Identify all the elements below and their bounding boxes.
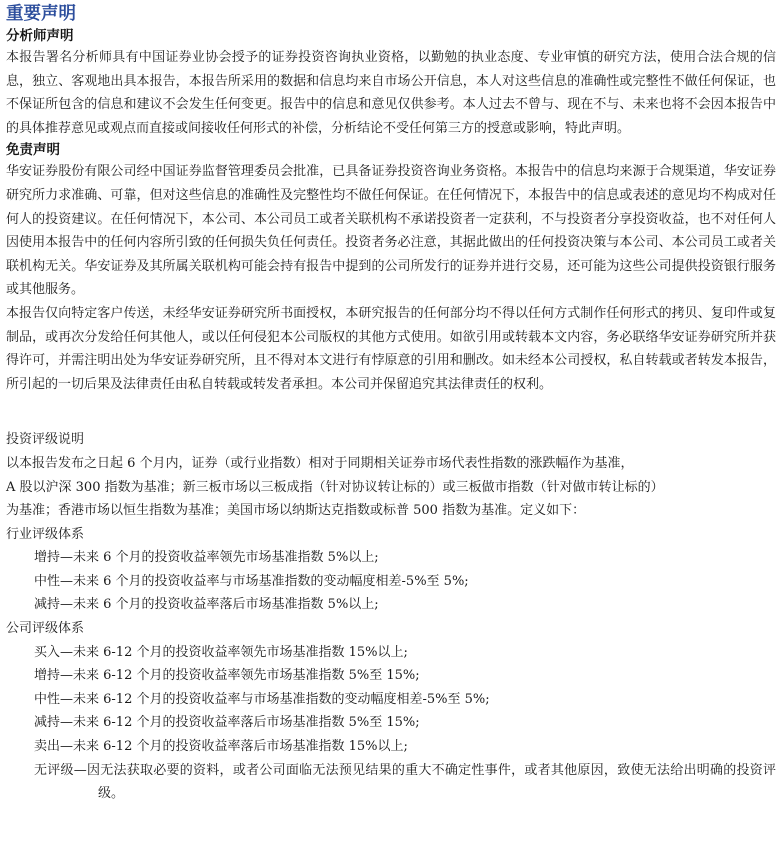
list-item: 减持—未来 6 个月的投资收益率落后市场基准指数 5%以上; xyxy=(34,597,379,613)
rating-heading: 投资评级说明 xyxy=(6,432,85,448)
rating-intro-line-1: 以本报告发布之日起 6 个月内，证券（或行业指数）相对于同期相关证券市场代表性指数的涨跌幅作为基准， xyxy=(6,455,634,471)
page-title: 重要声明 xyxy=(6,4,76,24)
rating-intro-line-2: A 股以沪深 300 指数为基准；新三板市场以三板成指（针对协议转让标的）或三板做市指数（针对做市转让标的） xyxy=(6,479,664,495)
analyst-statement-heading: 分析师声明 xyxy=(6,28,74,44)
list-item: 增持—未来 6 个月的投资收益率领先市场基准指数 5%以上; xyxy=(34,550,379,566)
disclaimer-heading: 免责声明 xyxy=(6,142,60,159)
company-rating-heading: 公司评级体系 xyxy=(6,621,85,637)
list-item: 增持—未来 6-12 个月的投资收益率领先市场基准指数 5%至 15%; xyxy=(34,668,420,684)
no-rating-item: 无评级—因无法获取必要的资料，或者公司面临无法预见结果的重大不确定性事件，或者其他原因，致使无法给出明确的投资评级。 xyxy=(34,762,776,802)
list-item: 卖出—未来 6-12 个月的投资收益率落后市场基准指数 15%以上; xyxy=(34,739,408,755)
company-rating-list xyxy=(6,641,776,759)
disclaimer-body-1: 华安证券股份有限公司经中国证券监督管理委员会批准，已具备证券投资咨询业务资格。本报告中的信息均来源于合规渠道，华安证券研究所力求准确、可靠，但对这些信息的准确性及完整性均不做任何保证。在任何情况下，本报告中的信息或表述的意见均不构成对任何人的投资建议。在任何情况下，本公司、本公司员工或者关联机构不承诺投资者一定获利，不与投资者分享投资收益，也不对任何人因使用本报告中的任何内容所引致的任何损失负任何责任。投资者务必注意，其据此做出的任何投资决策与本公司、本公司员工或者关联机构无关。华安证券及其所属关联机构可能会持有报告中提到的公司所发行的证券并进行交易，还可能为这些公司提供投资银行服务或其他服务。 xyxy=(6,164,776,298)
industry-rating-heading: 行业评级体系 xyxy=(6,526,85,542)
disclaimer-body-2: 本报告仅向特定客户传送，未经华安证券研究所书面授权，本研究报告的任何部分均不得以任何方式制作任何形式的拷贝、复印件或复制品，或再次分发给任何其他人，或以任何侵犯本公司版权的其他方式使用。如欲引用或转载本文内容，务必联络华安证券研究所并获得许可，并需注明出处为华安证券研究所，且不得对本文进行有悖原意的引用和删改。如未经本公司授权，私自转载或者转发本报告，所引起的一切后果及法律责任由私自转载或转发者承担。本公司并保留追究其法律责任的权利。 xyxy=(6,305,776,392)
industry-rating-list xyxy=(6,546,776,617)
section-spacer xyxy=(6,396,776,428)
list-item: 买入—未来 6-12 个月的投资收益率领先市场基准指数 15%以上; xyxy=(34,644,408,660)
report-disclaimer-page xyxy=(6,2,776,806)
analyst-statement-body: 本报告署名分析师具有中国证券业协会授予的证券投资咨询执业资格，以勤勉的执业态度、专业审慎的研究方法，使用合法合规的信息，独立、客观地出具本报告，本报告所采用的数据和信息均来自市场公开信息，本人对这些信息的准确性或完整性不做任何保证，也不保证所包含的信息和建议不会发生任何变更。报告中的信息和意见仅供参考。本人过去不曾与、现在不与、未来也将不会因本报告中的具体推荐意见或观点而直接或间接收任何形式的补偿，分析结论不受任何第三方的授意或影响，特此声明。 xyxy=(6,50,776,136)
list-item: 中性—未来 6-12 个月的投资收益率与市场基准指数的变动幅度相差-5%至 5%; xyxy=(34,691,490,707)
rating-intro-line-3: 为基准；香港市场以恒生指数为基准；美国市场以纳斯达克指数或标普 500 指数为基准。定义如下： xyxy=(6,503,586,519)
list-item: 中性—未来 6 个月的投资收益率与市场基准指数的变动幅度相差-5%至 5%; xyxy=(34,573,469,589)
list-item: 减持—未来 6-12 个月的投资收益率落后市场基准指数 5%至 15%; xyxy=(34,715,420,731)
